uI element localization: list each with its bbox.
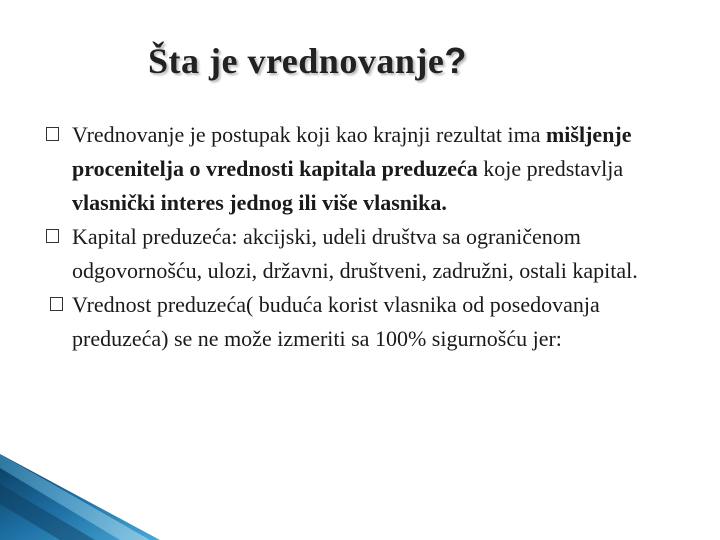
checkbox-bullet-icon — [46, 229, 59, 243]
bullet-list — [46, 118, 696, 356]
bullet-1-bold-2: vlasnički interes jednog ili više vlasnika. — [72, 190, 447, 215]
title-question-mark: ? — [444, 40, 467, 81]
bullet-item-3 — [46, 288, 696, 356]
bullet-1-bold-1: mišljenje procenitelja o vrednosti kapitala preduzeća — [72, 122, 632, 181]
bullet-3-text: Vrednost preduzeća( buduća korist vlasnika od posedovanja preduzeća) se ne može izmeriti sa 100% sigurnošću jer: — [72, 292, 600, 351]
bullet-2-text: Kapital preduzeća: akcijski, udeli društva sa ograničenom odgovornošću, ulozi, državni, društveni, zadružni, ostali kapital. — [72, 224, 638, 283]
bullet-item-1 — [46, 118, 696, 220]
checkbox-bullet-icon — [50, 297, 63, 311]
slide-title — [148, 40, 467, 82]
bullet-1-text-2: koje predstavlja — [477, 156, 624, 181]
checkbox-bullet-icon — [46, 127, 59, 141]
bullet-item-2 — [46, 220, 696, 288]
corner-decoration-graphic — [0, 454, 160, 540]
title-text: Šta je vrednovanje — [148, 41, 445, 81]
bullet-1-text: Vrednovanje je postupak koji kao krajnji rezultat ima — [72, 122, 546, 147]
